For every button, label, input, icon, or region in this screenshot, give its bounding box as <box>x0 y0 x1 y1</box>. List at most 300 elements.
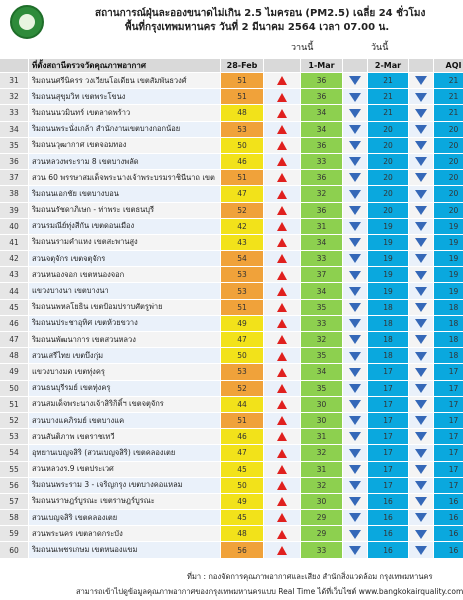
up-arrow-icon <box>277 481 287 490</box>
aqi-value: 19 <box>434 234 463 250</box>
value-1mar: 32 <box>301 445 343 461</box>
down-arrow-icon <box>415 254 427 263</box>
table-row <box>0 526 463 542</box>
trend-28feb <box>264 153 301 169</box>
value-1mar: 35 <box>301 299 343 315</box>
row-number: 53 <box>0 429 29 445</box>
value-28feb: 51 <box>221 73 264 89</box>
value-2mar: 19 <box>368 234 409 250</box>
down-arrow-icon <box>349 190 361 199</box>
down-arrow-icon <box>415 416 427 425</box>
value-2mar: 17 <box>368 396 409 412</box>
value-28feb: 47 <box>221 445 264 461</box>
value-2mar: 21 <box>368 73 409 89</box>
down-arrow-icon <box>415 190 427 199</box>
table-row <box>0 396 463 412</box>
value-2mar: 17 <box>368 429 409 445</box>
row-number: 54 <box>0 445 29 461</box>
down-arrow-icon <box>415 497 427 506</box>
up-arrow-icon <box>277 530 287 539</box>
table-header-row <box>0 59 463 73</box>
value-28feb: 47 <box>221 332 264 348</box>
value-2mar: 17 <box>368 380 409 396</box>
aqi-value: 18 <box>434 332 463 348</box>
station-name: ริมถนนรัชดาภิเษก - ท่าพระ เขตธนบุรี <box>29 202 221 218</box>
down-arrow-icon <box>415 352 427 361</box>
down-arrow-icon <box>415 222 427 231</box>
table-row <box>0 445 463 461</box>
station-name: สวนหลวงร.9 เขตประเวศ <box>29 461 221 477</box>
station-name: ริมถนนนวมินทร์ เขตลาดพร้าว <box>29 105 221 121</box>
row-number: 32 <box>0 89 29 105</box>
up-arrow-icon <box>277 416 287 425</box>
aqi-value: 19 <box>434 251 463 267</box>
row-number: 43 <box>0 267 29 283</box>
station-name: สวนบางแคภิรมย์ เขตบางแค <box>29 412 221 428</box>
value-28feb: 53 <box>221 267 264 283</box>
value-2mar: 20 <box>368 202 409 218</box>
aqi-value: 20 <box>434 153 463 169</box>
up-arrow-icon <box>277 222 287 231</box>
table-row <box>0 332 463 348</box>
trend-2mar <box>409 186 434 202</box>
station-name: ริมถนนวุฒากาศ เขตจอมทอง <box>29 137 221 153</box>
trend-28feb <box>264 348 301 364</box>
row-number: 41 <box>0 234 29 250</box>
aqi-value: 20 <box>434 121 463 137</box>
trend-28feb <box>264 526 301 542</box>
row-number: 42 <box>0 251 29 267</box>
header-2mar: 2-Mar <box>368 59 409 73</box>
trend-28feb <box>264 412 301 428</box>
down-arrow-icon <box>415 481 427 490</box>
trend-28feb <box>264 283 301 299</box>
up-arrow-icon <box>277 432 287 441</box>
aqi-value: 19 <box>434 283 463 299</box>
table-row <box>0 121 463 137</box>
trend-2mar <box>409 251 434 267</box>
row-number: 48 <box>0 348 29 364</box>
trend-2mar <box>409 267 434 283</box>
up-arrow-icon <box>277 303 287 312</box>
station-name: สวนธนบุรีรมย์ เขตทุ่งครุ <box>29 380 221 396</box>
down-arrow-icon <box>349 513 361 522</box>
trend-2mar <box>409 170 434 186</box>
row-number: 56 <box>0 477 29 493</box>
value-28feb: 56 <box>221 542 264 558</box>
value-1mar: 31 <box>301 218 343 234</box>
trend-1mar <box>343 412 368 428</box>
station-name: ริมถนนพระนั่งเกล้า สำนักงานเขตบางกอกน้อย <box>29 121 221 137</box>
trend-28feb <box>264 105 301 121</box>
station-name: ริมถนนศรีนิครร วงเวียนโอเดียน เขตสัมพันธวงศ์ <box>29 73 221 89</box>
aqi-value: 16 <box>434 493 463 509</box>
value-2mar: 20 <box>368 186 409 202</box>
aqi-value: 17 <box>434 380 463 396</box>
aqi-value: 20 <box>434 202 463 218</box>
trend-28feb <box>264 315 301 331</box>
row-number: 52 <box>0 412 29 428</box>
up-arrow-icon <box>277 125 287 134</box>
report-title: สถานการณ์ฝุ่นละอองขนาดไม่เกิน 2.5 ไมครอน (PM2.5) เฉลี่ย 24 ชั่วโมง <box>95 8 426 19</box>
aqi-value: 21 <box>434 89 463 105</box>
value-2mar: 20 <box>368 137 409 153</box>
trend-1mar <box>343 267 368 283</box>
header-trend2 <box>343 59 368 73</box>
table-row <box>0 477 463 493</box>
up-arrow-icon <box>277 271 287 280</box>
value-28feb: 49 <box>221 315 264 331</box>
table-row <box>0 542 463 558</box>
down-arrow-icon <box>415 141 427 150</box>
up-arrow-icon <box>277 76 287 85</box>
value-28feb: 49 <box>221 493 264 509</box>
trend-1mar <box>343 283 368 299</box>
trend-28feb <box>264 73 301 89</box>
down-arrow-icon <box>415 465 427 474</box>
value-1mar: 33 <box>301 153 343 169</box>
value-28feb: 51 <box>221 412 264 428</box>
trend-1mar <box>343 445 368 461</box>
value-2mar: 17 <box>368 461 409 477</box>
value-1mar: 30 <box>301 412 343 428</box>
value-28feb: 53 <box>221 283 264 299</box>
down-arrow-icon <box>349 497 361 506</box>
station-name: สวนรมณีย์ทุ่งสีกัน เขตดอนเมือง <box>29 218 221 234</box>
row-number: 33 <box>0 105 29 121</box>
value-2mar: 16 <box>368 493 409 509</box>
table-row <box>0 202 463 218</box>
trend-2mar <box>409 283 434 299</box>
station-name: แขวงบางนา เขตบางนา <box>29 283 221 299</box>
value-28feb: 47 <box>221 186 264 202</box>
value-2mar: 16 <box>368 510 409 526</box>
up-arrow-icon <box>277 157 287 166</box>
value-2mar: 18 <box>368 332 409 348</box>
value-1mar: 36 <box>301 89 343 105</box>
aqi-value: 20 <box>434 186 463 202</box>
trend-28feb <box>264 429 301 445</box>
trend-2mar <box>409 380 434 396</box>
aqi-value: 21 <box>434 73 463 89</box>
table-row <box>0 510 463 526</box>
station-name: สวนจตุจักร เขตจตุจักร <box>29 251 221 267</box>
aqi-value: 16 <box>434 542 463 558</box>
up-arrow-icon <box>277 546 287 555</box>
value-28feb: 53 <box>221 364 264 380</box>
down-arrow-icon <box>349 319 361 328</box>
value-28feb: 53 <box>221 121 264 137</box>
trend-2mar <box>409 121 434 137</box>
station-name: ริมถนนพระราม 3 - เจริญกรุง เขตบางคอแหลม <box>29 477 221 493</box>
down-arrow-icon <box>349 530 361 539</box>
aqi-value: 18 <box>434 315 463 331</box>
up-arrow-icon <box>277 368 287 377</box>
down-arrow-icon <box>349 109 361 118</box>
down-arrow-icon <box>349 157 361 166</box>
table-row <box>0 251 463 267</box>
trend-28feb <box>264 137 301 153</box>
value-1mar: 36 <box>301 202 343 218</box>
station-name: อุทยานเบญจสิริ (สวนเบญจสิริ) เขตคลองเตย <box>29 445 221 461</box>
value-1mar: 34 <box>301 364 343 380</box>
trend-2mar <box>409 218 434 234</box>
value-1mar: 34 <box>301 105 343 121</box>
yesterday-label: วานนี้ <box>291 43 314 53</box>
station-name: ริมถนนเอกชัย เขตบางบอน <box>29 186 221 202</box>
trend-1mar <box>343 218 368 234</box>
value-2mar: 17 <box>368 412 409 428</box>
trend-1mar <box>343 299 368 315</box>
value-2mar: 20 <box>368 153 409 169</box>
aqi-value: 16 <box>434 510 463 526</box>
table-row <box>0 299 463 315</box>
station-name: แขวงบางมด เขตทุ่งครุ <box>29 364 221 380</box>
trend-2mar <box>409 412 434 428</box>
trend-2mar <box>409 348 434 364</box>
aqi-value: 17 <box>434 461 463 477</box>
trend-28feb <box>264 202 301 218</box>
value-1mar: 34 <box>301 234 343 250</box>
table-row <box>0 170 463 186</box>
value-2mar: 20 <box>368 121 409 137</box>
header-aqi: AQI <box>434 59 463 73</box>
down-arrow-icon <box>415 206 427 215</box>
value-28feb: 46 <box>221 429 264 445</box>
trend-2mar <box>409 493 434 509</box>
value-2mar: 21 <box>368 105 409 121</box>
up-arrow-icon <box>277 400 287 409</box>
bma-logo <box>10 5 44 39</box>
source-note: ที่มา : กองจัดการคุณภาพอากาศและเสียง สำนักสิ่งแวดล้อม กรุงเทพมหานคร <box>187 572 433 581</box>
down-arrow-icon <box>415 335 427 344</box>
table-row <box>0 364 463 380</box>
station-name: สวน 60 พรรษาสมเด็จพระนางเจ้าพระบรมราชินีนาถ เขต <box>29 170 221 186</box>
trend-1mar <box>343 429 368 445</box>
row-number: 49 <box>0 364 29 380</box>
trend-2mar <box>409 234 434 250</box>
up-arrow-icon <box>277 173 287 182</box>
value-1mar: 29 <box>301 510 343 526</box>
down-arrow-icon <box>349 384 361 393</box>
value-28feb: 50 <box>221 348 264 364</box>
pm25-table <box>0 59 463 559</box>
station-name: ริมถนนประชาอุทิศ เขตห้วยขวาง <box>29 315 221 331</box>
down-arrow-icon <box>349 125 361 134</box>
trend-1mar <box>343 137 368 153</box>
aqi-value: 18 <box>434 348 463 364</box>
report-subtitle: พื้นที่กรุงเทพมหานคร วันที่ 2 มีนาคม 2564 เวลา 07.00 น. <box>125 22 390 33</box>
trend-2mar <box>409 461 434 477</box>
table-row <box>0 218 463 234</box>
up-arrow-icon <box>277 109 287 118</box>
down-arrow-icon <box>415 449 427 458</box>
up-arrow-icon <box>277 190 287 199</box>
row-number: 59 <box>0 526 29 542</box>
down-arrow-icon <box>415 238 427 247</box>
trend-28feb <box>264 477 301 493</box>
trend-1mar <box>343 186 368 202</box>
down-arrow-icon <box>349 465 361 474</box>
up-arrow-icon <box>277 141 287 150</box>
trend-1mar <box>343 364 368 380</box>
value-1mar: 34 <box>301 121 343 137</box>
header-trend1 <box>264 59 301 73</box>
down-arrow-icon <box>349 546 361 555</box>
row-number: 58 <box>0 510 29 526</box>
value-2mar: 19 <box>368 283 409 299</box>
table-row <box>0 315 463 331</box>
down-arrow-icon <box>415 125 427 134</box>
value-28feb: 51 <box>221 89 264 105</box>
down-arrow-icon <box>349 449 361 458</box>
down-arrow-icon <box>415 513 427 522</box>
down-arrow-icon <box>415 432 427 441</box>
trend-2mar <box>409 477 434 493</box>
trend-28feb <box>264 186 301 202</box>
trend-2mar <box>409 137 434 153</box>
header-station: ที่ตั้งสถานีตรวจวัดคุณภาพอากาศ <box>29 59 221 73</box>
value-28feb: 45 <box>221 461 264 477</box>
trend-28feb <box>264 445 301 461</box>
table-row <box>0 493 463 509</box>
header-no <box>0 59 29 73</box>
down-arrow-icon <box>349 335 361 344</box>
trend-1mar <box>343 477 368 493</box>
up-arrow-icon <box>277 335 287 344</box>
trend-1mar <box>343 380 368 396</box>
down-arrow-icon <box>415 76 427 85</box>
value-1mar: 33 <box>301 542 343 558</box>
value-2mar: 18 <box>368 348 409 364</box>
today-label: วันนี้ <box>371 43 389 53</box>
up-arrow-icon <box>277 93 287 102</box>
value-28feb: 46 <box>221 153 264 169</box>
trend-28feb <box>264 380 301 396</box>
down-arrow-icon <box>415 384 427 393</box>
station-name: สวนเสรีไทย เขตบึงกุ่ม <box>29 348 221 364</box>
trend-1mar <box>343 121 368 137</box>
station-name: ริมถนนรามคำแหง เขตสะพานสูง <box>29 234 221 250</box>
trend-28feb <box>264 332 301 348</box>
trend-2mar <box>409 542 434 558</box>
down-arrow-icon <box>415 287 427 296</box>
down-arrow-icon <box>349 222 361 231</box>
down-arrow-icon <box>349 173 361 182</box>
row-number: 40 <box>0 218 29 234</box>
value-28feb: 42 <box>221 218 264 234</box>
value-2mar: 19 <box>368 218 409 234</box>
down-arrow-icon <box>349 416 361 425</box>
value-1mar: 34 <box>301 283 343 299</box>
trend-2mar <box>409 202 434 218</box>
table-row <box>0 380 463 396</box>
trend-1mar <box>343 234 368 250</box>
up-arrow-icon <box>277 352 287 361</box>
value-28feb: 44 <box>221 396 264 412</box>
trend-1mar <box>343 348 368 364</box>
aqi-value: 17 <box>434 445 463 461</box>
value-2mar: 18 <box>368 299 409 315</box>
aqi-value: 17 <box>434 412 463 428</box>
row-number: 35 <box>0 137 29 153</box>
up-arrow-icon <box>277 384 287 393</box>
trend-1mar <box>343 170 368 186</box>
down-arrow-icon <box>415 546 427 555</box>
up-arrow-icon <box>277 513 287 522</box>
trend-1mar <box>343 251 368 267</box>
table-row <box>0 234 463 250</box>
trend-2mar <box>409 364 434 380</box>
down-arrow-icon <box>349 303 361 312</box>
trend-28feb <box>264 542 301 558</box>
trend-28feb <box>264 121 301 137</box>
up-arrow-icon <box>277 254 287 263</box>
value-28feb: 45 <box>221 510 264 526</box>
trend-1mar <box>343 542 368 558</box>
aqi-value: 21 <box>434 105 463 121</box>
trend-28feb <box>264 364 301 380</box>
trend-28feb <box>264 267 301 283</box>
value-28feb: 52 <box>221 202 264 218</box>
row-number: 46 <box>0 315 29 331</box>
table-row <box>0 461 463 477</box>
aqi-value: 20 <box>434 170 463 186</box>
trend-1mar <box>343 396 368 412</box>
down-arrow-icon <box>415 93 427 102</box>
table-row <box>0 412 463 428</box>
row-number: 38 <box>0 186 29 202</box>
value-1mar: 33 <box>301 315 343 331</box>
trend-2mar <box>409 396 434 412</box>
station-name: สวนเบญจสิริ เขตคลองเตย <box>29 510 221 526</box>
trend-28feb <box>264 234 301 250</box>
trend-28feb <box>264 251 301 267</box>
aqi-value: 19 <box>434 267 463 283</box>
table-row <box>0 73 463 89</box>
value-2mar: 19 <box>368 267 409 283</box>
trend-28feb <box>264 218 301 234</box>
down-arrow-icon <box>349 432 361 441</box>
row-number: 36 <box>0 153 29 169</box>
station-name: สวนสมเด็จพระนางเจ้าสิริกิติ์ฯ เขตจตุจักร <box>29 396 221 412</box>
down-arrow-icon <box>349 481 361 490</box>
row-number: 45 <box>0 299 29 315</box>
aqi-value: 19 <box>434 218 463 234</box>
value-1mar: 36 <box>301 137 343 153</box>
row-number: 60 <box>0 542 29 558</box>
value-28feb: 51 <box>221 299 264 315</box>
trend-1mar <box>343 493 368 509</box>
down-arrow-icon <box>415 109 427 118</box>
table-row <box>0 348 463 364</box>
station-name: ริมถนนเพชรเกษม เขตหนองแขม <box>29 542 221 558</box>
aqi-value: 18 <box>434 299 463 315</box>
value-28feb: 50 <box>221 137 264 153</box>
value-1mar: 32 <box>301 477 343 493</box>
trend-1mar <box>343 461 368 477</box>
trend-1mar <box>343 153 368 169</box>
value-1mar: 32 <box>301 186 343 202</box>
trend-28feb <box>264 170 301 186</box>
value-28feb: 50 <box>221 477 264 493</box>
value-2mar: 16 <box>368 542 409 558</box>
trend-1mar <box>343 89 368 105</box>
trend-2mar <box>409 445 434 461</box>
trend-1mar <box>343 202 368 218</box>
row-number: 39 <box>0 202 29 218</box>
value-1mar: 30 <box>301 396 343 412</box>
